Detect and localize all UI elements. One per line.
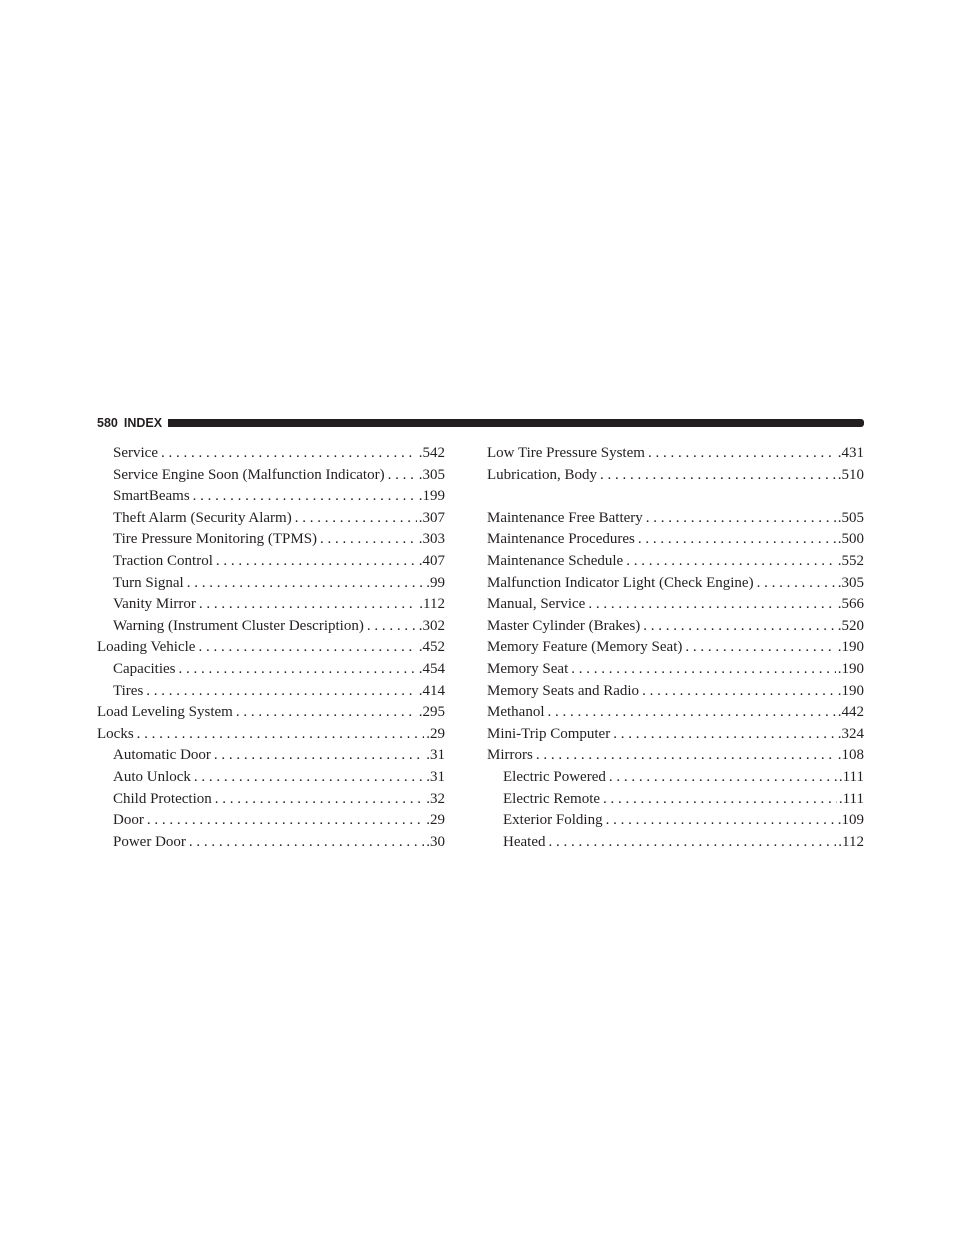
index-column-left <box>97 443 445 853</box>
index-entry <box>487 767 864 789</box>
index-entry <box>487 810 864 832</box>
index-page-ref: .307 <box>418 509 445 526</box>
dot-leader <box>548 702 836 724</box>
index-term: Tires <box>113 682 144 699</box>
index-entry <box>487 443 864 465</box>
index-entry <box>487 637 864 659</box>
dot-leader <box>536 745 836 767</box>
index-entry <box>97 745 445 767</box>
index-page-ref: .29 <box>426 812 445 829</box>
index-page-ref: .442 <box>837 704 864 721</box>
index-page-ref: .199 <box>418 488 445 505</box>
index-term: Maintenance Procedures <box>487 531 635 548</box>
index-term: Methanol <box>487 704 545 721</box>
dot-leader <box>215 789 425 811</box>
index-entry <box>97 465 445 487</box>
dot-leader <box>609 767 837 789</box>
index-page-ref: .190 <box>837 639 864 656</box>
index-entry <box>97 810 445 832</box>
index-term: Maintenance Free Battery <box>487 509 643 526</box>
dot-leader <box>642 681 836 703</box>
dot-leader <box>199 594 417 616</box>
index-entry <box>97 508 445 530</box>
index-page-ref: .190 <box>837 660 864 677</box>
index-entry <box>97 486 445 508</box>
index-entry <box>487 508 864 530</box>
index-page-ref: .452 <box>418 639 445 656</box>
index-page-ref: .99 <box>426 574 445 591</box>
dot-leader <box>137 724 425 746</box>
index-term: Electric Powered <box>503 768 606 785</box>
index-term: Service Engine Soon (Malfunction Indicator) <box>113 466 385 483</box>
index-entry <box>487 832 864 854</box>
index-term: Low Tire Pressure System <box>487 445 645 461</box>
index-page-ref: .542 <box>418 445 445 461</box>
index-entry <box>487 551 864 573</box>
section-title: INDEX <box>123 416 163 430</box>
index-page-ref: .112 <box>419 596 445 613</box>
index-page-ref: .31 <box>426 747 445 764</box>
dot-leader <box>214 745 424 767</box>
index-page-ref: .414 <box>418 682 445 699</box>
index-term: Automatic Door <box>113 747 211 764</box>
index-term: Door <box>113 812 144 829</box>
index-entry <box>97 659 445 681</box>
dot-leader <box>600 465 836 487</box>
index-term: Auto Unlock <box>113 768 191 785</box>
index-entry <box>487 465 864 487</box>
page-header <box>97 415 864 431</box>
index-entry <box>97 616 445 638</box>
index-page-ref: .302 <box>418 617 445 634</box>
index-page-ref: .510 <box>837 466 864 483</box>
index-entry <box>97 702 445 724</box>
index-page-ref: .305 <box>418 466 445 483</box>
index-page-ref: .30 <box>426 833 445 850</box>
index-entry <box>487 616 864 638</box>
index-entry <box>97 551 445 573</box>
index-page-ref: .500 <box>837 531 864 548</box>
dot-leader <box>571 659 836 681</box>
index-entry <box>97 789 445 811</box>
index-page-ref: .324 <box>837 725 864 742</box>
index-page-ref: .108 <box>837 747 864 764</box>
index-term: Mirrors <box>487 747 533 764</box>
dot-leader <box>685 637 835 659</box>
dot-leader <box>161 443 417 465</box>
index-term: Capacities <box>113 660 176 677</box>
dot-leader <box>147 810 424 832</box>
dot-leader <box>198 637 416 659</box>
dot-leader <box>367 616 417 638</box>
dot-leader <box>189 832 424 854</box>
index-term: Service <box>113 445 158 461</box>
index-page-ref: .520 <box>837 617 864 634</box>
index-entry <box>487 529 864 551</box>
index-term: Master Cylinder (Brakes) <box>487 617 641 634</box>
dot-leader <box>588 594 835 616</box>
index-page-ref: .552 <box>837 552 864 569</box>
dot-leader <box>646 508 836 530</box>
dot-leader <box>648 443 836 465</box>
index-entry <box>487 724 864 746</box>
dot-leader <box>295 508 417 530</box>
dot-leader <box>193 486 417 508</box>
index-term: Traction Control <box>113 552 213 569</box>
index-term: Memory Feature (Memory Seat) <box>487 639 683 656</box>
index-page-ref: .109 <box>837 812 864 829</box>
dot-leader <box>320 529 417 551</box>
header-rule <box>168 419 864 427</box>
index-term: Heated <box>503 833 546 850</box>
index-term: Electric Remote <box>503 790 601 807</box>
index-entry <box>487 659 864 681</box>
dot-leader <box>194 767 424 789</box>
index-entry <box>487 681 864 703</box>
dot-leader <box>388 465 417 487</box>
index-entry <box>97 724 445 746</box>
index-page-ref: .29 <box>426 725 445 742</box>
index-entry <box>97 594 445 616</box>
dot-leader <box>643 616 835 638</box>
index-term: Tire Pressure Monitoring (TPMS) <box>113 531 318 548</box>
dot-leader <box>178 659 416 681</box>
index-page-ref: .566 <box>837 596 864 613</box>
index-column-right <box>487 443 864 853</box>
index-page-ref: .505 <box>837 509 864 526</box>
dot-leader <box>187 573 425 595</box>
index-page-ref: .295 <box>418 704 445 721</box>
index-term: Locks <box>97 725 134 742</box>
dot-leader <box>146 681 416 703</box>
index-entry <box>97 529 445 551</box>
index-entry <box>487 745 864 767</box>
index-term: Warning (Instrument Cluster Description) <box>113 617 364 634</box>
index-page-ref: .111 <box>838 768 864 785</box>
index-term: Exterior Folding <box>503 812 603 829</box>
dot-leader <box>606 810 836 832</box>
index-page-ref: .32 <box>426 790 445 807</box>
dot-leader <box>613 724 836 746</box>
index-page-ref: .190 <box>837 682 864 699</box>
index-entry <box>487 789 864 811</box>
index-page-ref: .431 <box>837 445 864 461</box>
index-term: Vanity Mirror <box>113 596 196 613</box>
index-page-ref: .112 <box>838 833 864 850</box>
dot-leader <box>603 789 837 811</box>
index-term: Loading Vehicle <box>97 639 196 656</box>
index-entry <box>97 681 445 703</box>
index-term: SmartBeams <box>113 488 190 505</box>
page-number: 580 <box>97 416 118 430</box>
index-page-ref: .111 <box>838 790 864 807</box>
index-term: Power Door <box>113 833 186 850</box>
index-entry <box>97 443 445 465</box>
index-entry <box>97 637 445 659</box>
index-term: Manual, Service <box>487 596 586 613</box>
index-page-ref: .407 <box>418 552 445 569</box>
dot-leader <box>216 551 417 573</box>
index-entry <box>487 573 864 595</box>
index-entry <box>97 832 445 854</box>
index-entry <box>487 594 864 616</box>
index-entry <box>97 767 445 789</box>
index-term: Memory Seats and Radio <box>487 682 640 699</box>
dot-leader <box>638 529 836 551</box>
index-term: Maintenance Schedule <box>487 552 624 569</box>
index-term: Load Leveling System <box>97 704 233 721</box>
index-term: Child Protection <box>113 790 212 807</box>
index-entry <box>487 702 864 724</box>
index-term: Mini-Trip Computer <box>487 725 611 742</box>
index-page-ref: .305 <box>837 574 864 591</box>
dot-leader <box>548 832 836 854</box>
index-term: Malfunction Indicator Light (Check Engine) <box>487 574 754 591</box>
index-page-ref: .303 <box>418 531 445 548</box>
dot-leader <box>626 551 836 573</box>
index-term: Theft Alarm (Security Alarm) <box>113 509 292 526</box>
index-term: Lubrication, Body <box>487 466 597 483</box>
index-term: Turn Signal <box>113 574 184 591</box>
index-term: Memory Seat <box>487 660 569 677</box>
dot-leader <box>757 573 836 595</box>
dot-leader <box>236 702 417 724</box>
index-entry <box>97 573 445 595</box>
index-page-ref: .31 <box>426 768 445 785</box>
index-page-ref: .454 <box>418 660 445 677</box>
